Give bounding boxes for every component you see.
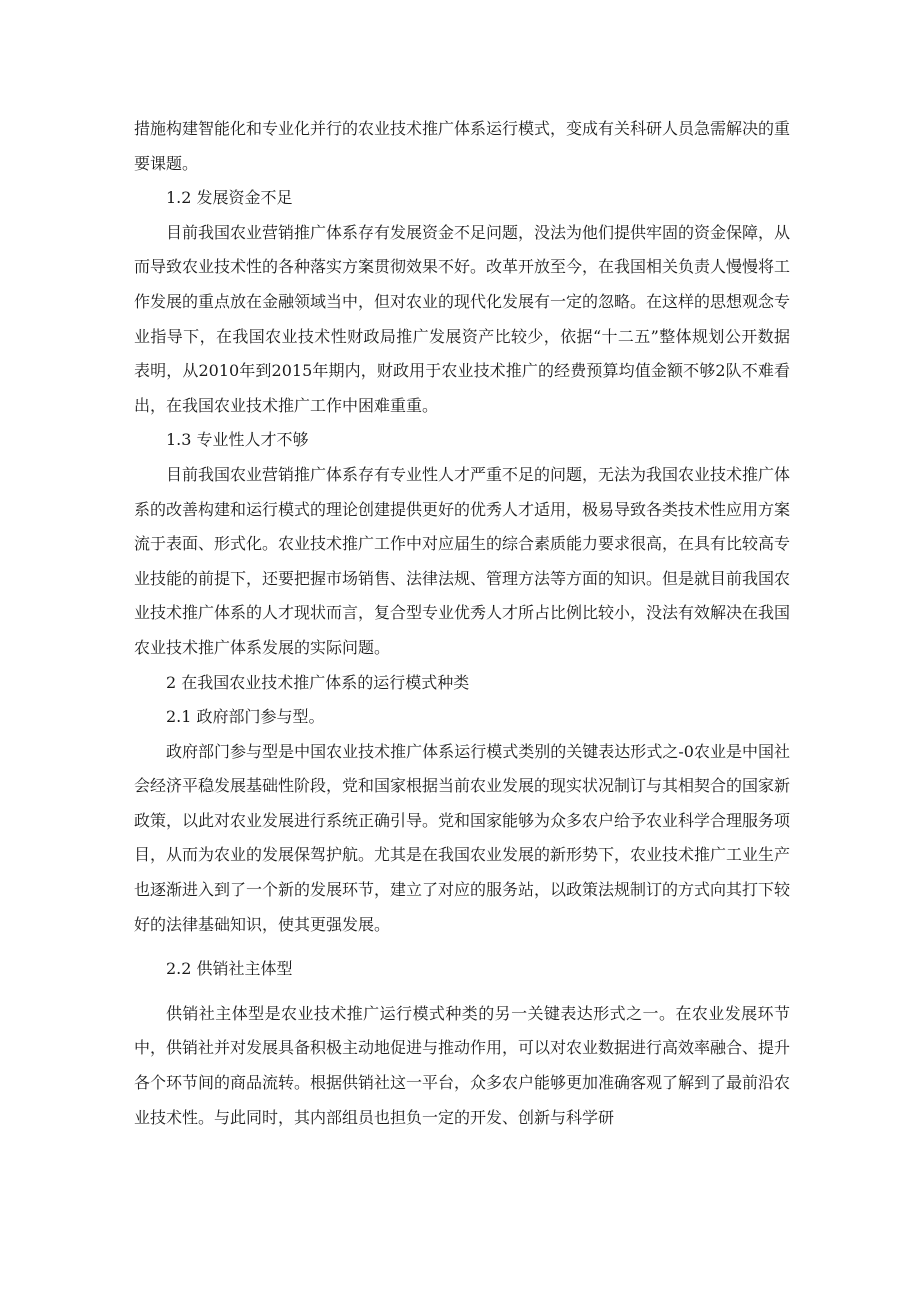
- section-heading-2-1: 2.1 政府部门参与型。: [166, 707, 325, 727]
- document-body: [134, 112, 790, 1135]
- section-heading-1-2: 1.2 发展资金不足: [166, 188, 293, 208]
- paragraph-government: 政府部门参与型是中国农业技术推广体系运行模式类别的关键表达形式之-0农业是中国社会经济平稳发展基础性阶段，党和国家根据当前农业发展的现实状况制订与其相契合的国家新政策，以此对农业发展进行系统正确引导。党和国家能够为众多农户给予农业科学合理服务项目，从而为农业的发展保驾护航。尤其是在我国农业发展的新形势下，农业技术推广工业生产也逐渐进入到了一个新的发展环节，建立了对应的服务站，以政策法规制订的方式向其打下较好的法律基础知识，使其更强发展。: [134, 741, 791, 934]
- paragraph-cooperative: 供销社主体型是农业技术推广运行模式种类的另一关键表达形式之一。在农业发展环节中，供销社并对发展具备积极主动地促进与推动作用，可以对农业数据进行高效率融合、提升各个环节间的商品流转。根据供销社这一平台，众多农户能够更加准确客观了解到了最前沿农业技术性。与此同时，其内部组员也担负一定的开发、创新与科学研: [134, 1003, 791, 1127]
- section-heading-2: 2 在我国农业技术推广体系的运行模式种类: [166, 672, 470, 692]
- paragraph-continuation: 措施构建智能化和专业化并行的农业技术推广体系运行模式，变成有关科研人员急需解决的重要课题。: [134, 119, 791, 173]
- paragraph-talent: 目前我国农业营销推广体系存有专业性人才严重不足的问题，无法为我国农业技术推广体系的改善构建和运行模式的理论创建提供更好的优秀人才适用，极易导致各类技术性应用方案流于表面、形式化。农业技术推广工作中对应届生的综合素质能力要求很高，在具有比较高专业技能的前提下，还要把握市场销售、法律法规、管理方法等方面的知识。但是就目前我国农业技术推广体系的人才现状而言，复合型专业优秀人才所占比例比较小，没法有效解决在我国农业技术推广体系发展的实际问题。: [134, 464, 791, 657]
- section-heading-2-2: 2.2 供销社主体型: [166, 959, 293, 979]
- paragraph-funding: 目前我国农业营销推广体系存有发展资金不足问题，没法为他们提供牢固的资金保障，从而导致农业技术性的各种落实方案贯彻效果不好。改革开放至今，在我国相关负责人慢慢将工作发展的重点放在金融领域当中，但对农业的现代化发展有一定的忽略。在这样的思想观念专业指导下，在我国农业技术性财政局推广发展资产比较少，依据“十二五”整体规划公开数据表明，从2010年到2015年期内，财政用于农业技术推广的经费预算均值金额不够2队不难看出，在我国农业技术推广工作中困难重重。: [134, 222, 791, 415]
- section-heading-1-3: 1.3 专业性人才不够: [166, 430, 309, 450]
